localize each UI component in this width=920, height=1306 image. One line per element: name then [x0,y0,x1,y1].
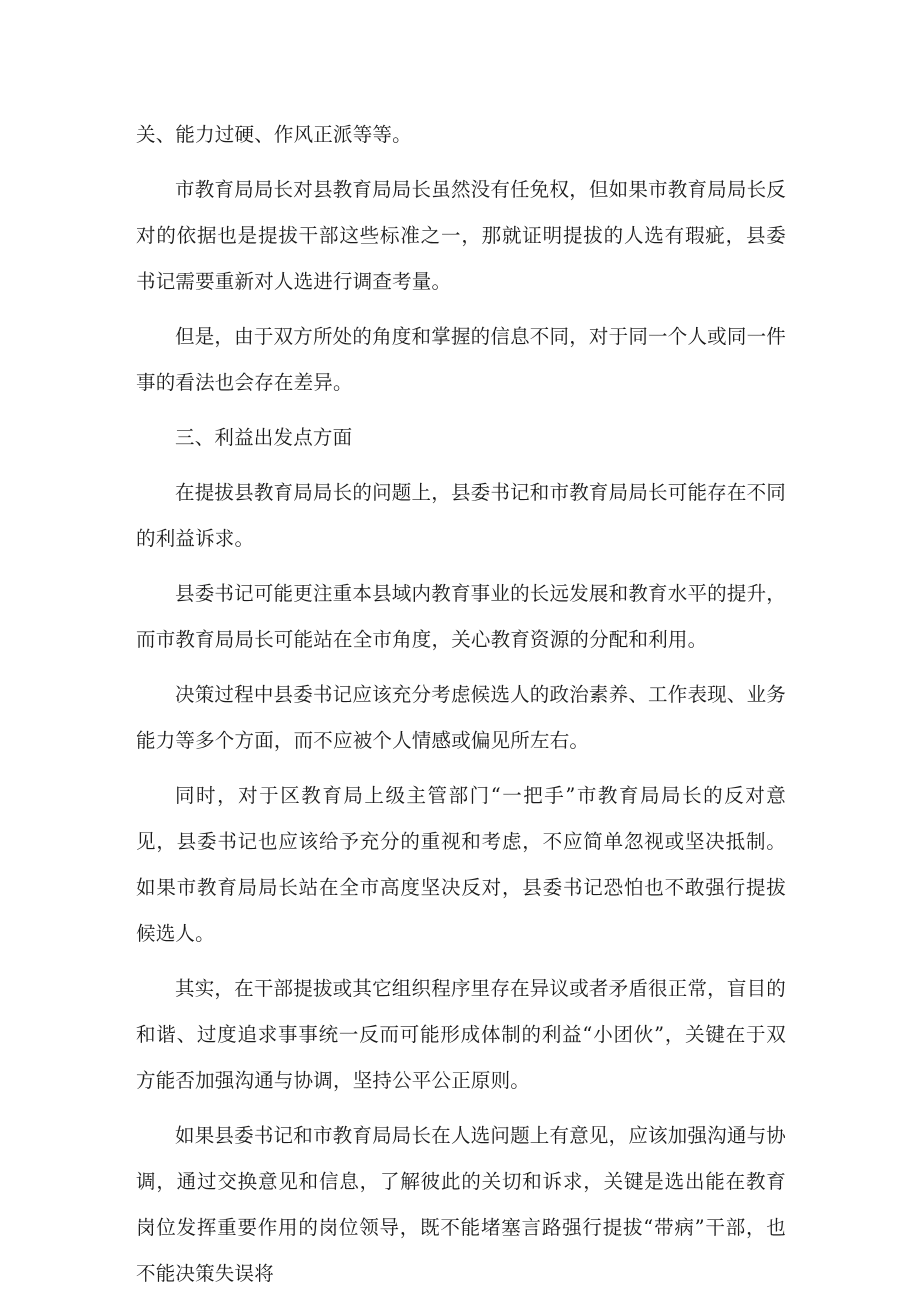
paragraph-3: 但是，由于双方所处的角度和掌握的信息不同，对于同一个人或同一件事的看法也会存在差异。 [136,325,786,394]
paragraph-4: 在提拔县教育局局长的问题上，县委书记和市教育局局长可能存在不同的利益诉求。 [136,481,786,550]
paragraph-2: 市教育局局长对县教育局局长虽然没有任免权，但如果市教育局局长反对的依据也是提拔干部这些标准之一，那就证明提拔的人选有瑕疵，县委书记需要重新对人选进行调查考量。 [136,178,786,293]
paragraph-7: 同时，对于区教育局上级主管部门“一把手”市教育局局长的反对意见，县委书记也应该给予充分的重视和考虑，不应简单忽视或坚决抵制。如果市教育局局长站在全市高度坚决反对，县委书记恐怕也不敢强行提拔候选人。 [136,784,786,945]
paragraph-5: 县委书记可能更注重本县域内教育事业的长远发展和教育水平的提升，而市教育局局长可能站在全市角度，关心教育资源的分配和利用。 [136,582,786,651]
section-heading: 三、利益出发点方面 [175,426,353,449]
paragraph-8: 其实，在干部提拔或其它组织程序里存在异议或者矛盾很正常，盲目的和谐、过度追求事事统一反而可能形成体制的利益“小团伙”，关键在于双方能否加强沟通与协调，坚持公平公正原则。 [136,977,786,1092]
document-body [136,112,786,1306]
paragraph-1: 关、能力过硬、作风正派等等。 [136,123,412,146]
paragraph-6: 决策过程中县委书记应该充分考虑候选人的政治素养、工作表现、业务能力等多个方面，而不应被个人情感或偏见所左右。 [136,683,786,752]
paragraph-9: 如果县委书记和市教育局局长在人选问题上有意见，应该加强沟通与协调，通过交换意见和信息，了解彼此的关切和诉求，关键是选出能在教育岗位发挥重要作用的岗位领导，既不能堵塞言路强行提拔“带病”干部，也不能决策失误将 [136,1124,786,1285]
